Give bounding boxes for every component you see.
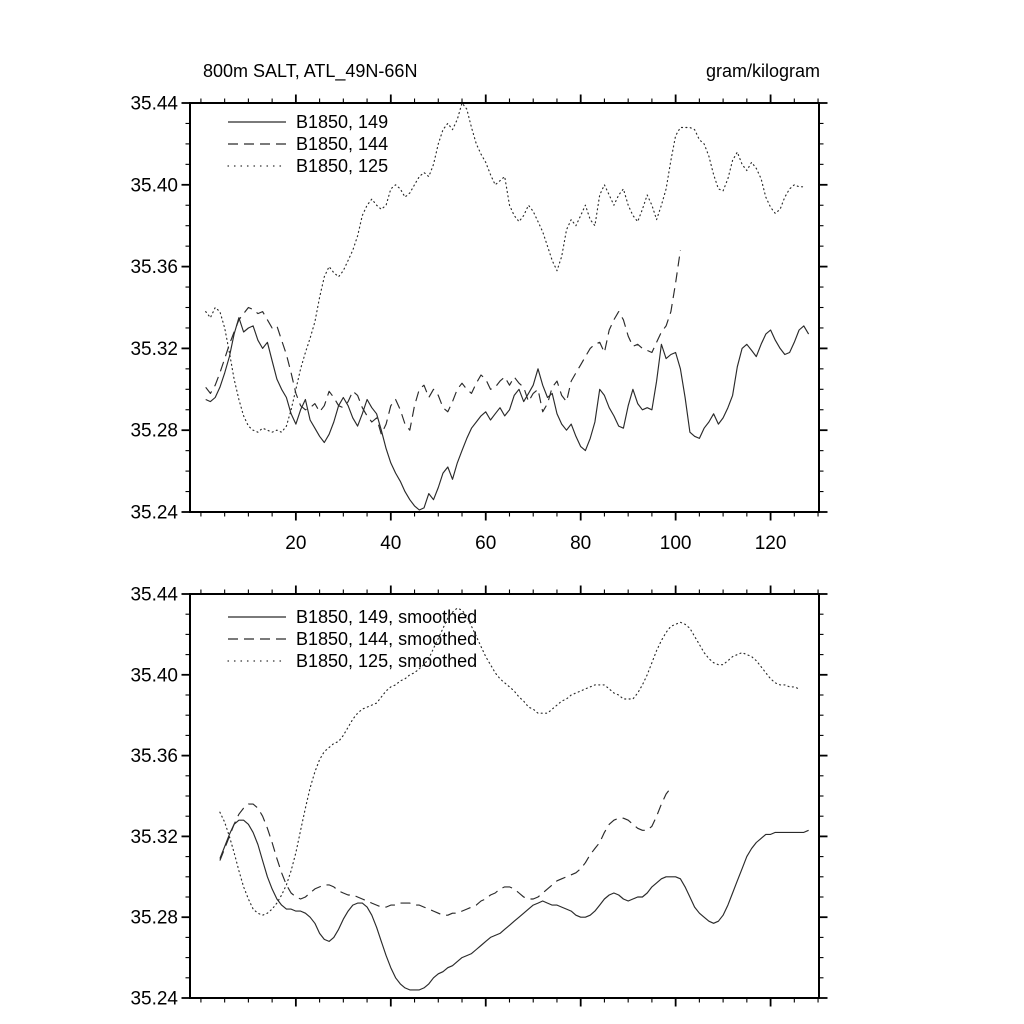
y-axis-tick-label: 35.40 [130, 665, 178, 687]
y-axis-tick-label: 35.36 [130, 257, 178, 279]
y-axis-tick-label: 35.44 [130, 93, 178, 115]
x-axis-tick-label: 20 [285, 533, 307, 554]
y-axis-tick-label: 35.28 [130, 907, 178, 929]
chart-units-label: gram/kilogram [705, 61, 820, 81]
y-axis-tick-label: 35.44 [130, 584, 178, 606]
chart-title: 800m SALT, ATL_49N-66N [203, 61, 418, 81]
series-line-b1850-149-smoothed [220, 820, 809, 990]
x-axis-tick-label: 120 [754, 533, 787, 554]
series-line-b1850-144-smoothed [220, 788, 671, 915]
legend-label: B1850, 149, smoothed [296, 607, 478, 627]
y-axis-tick-label: 35.32 [130, 826, 178, 848]
y-axis-tick-label: 35.40 [130, 175, 178, 197]
y-axis-tick-label: 35.24 [130, 988, 178, 1010]
x-axis-tick-label: 40 [380, 533, 402, 554]
legend-label: B1850, 125 [296, 156, 389, 176]
y-axis-tick-label: 35.36 [130, 746, 178, 768]
legend-label: B1850, 144 [296, 134, 389, 154]
y-axis-tick-label: 35.24 [130, 502, 178, 524]
y-axis-tick-label: 35.28 [130, 420, 178, 442]
plot-frame [190, 103, 819, 512]
x-axis-tick-label: 80 [570, 533, 592, 554]
plot-frame [190, 594, 819, 998]
legend-label: B1850, 144, smoothed [296, 629, 478, 649]
x-axis-tick-label: 100 [659, 533, 692, 554]
y-axis-tick-label: 35.32 [130, 338, 178, 360]
x-axis-tick-label: 60 [475, 533, 497, 554]
legend-label: B1850, 149 [296, 112, 389, 132]
legend-label: B1850, 125, smoothed [296, 651, 478, 671]
series-line-b1850-149 [206, 318, 809, 510]
